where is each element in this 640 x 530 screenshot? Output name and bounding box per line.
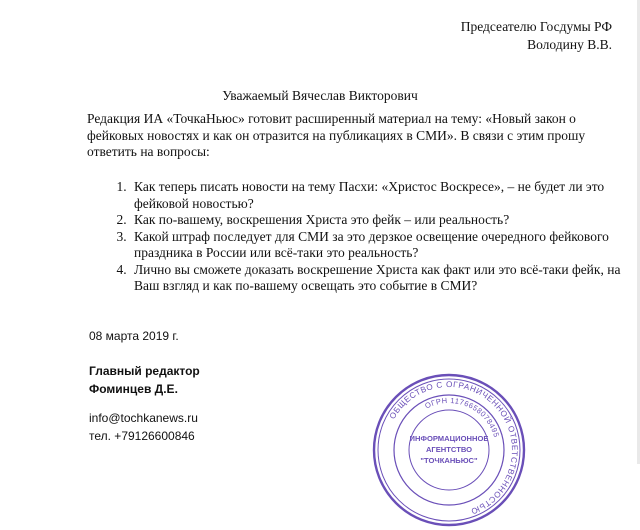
intro-paragraph: Редакция ИА «ТочкаНьюс» готовит расширенный материал на тему: «Новый закон о фейковых новостях и как он отразится на публикациях в СМИ». В связи с этим прошу ответить на вопросы: [87,111,586,159]
stamp-ogrn: ОГРН 1176658078495 [423,395,502,439]
addressee-block [461,18,612,54]
question-item: 1. Как теперь писать новости на тему Пасхи: «Христос Воскресе», – не будет ли это фейковой новостью? [130,179,630,212]
letter-date: 08 марта 2019 г. [89,329,179,343]
stamp-center-line1: ИНФОРМАЦИОННОЕ [409,434,489,443]
question-item: 3. Какой штраф последует для СМИ за это дерзкое освещение очередного фейкового праздника в России или всё-таки это реальность? [130,229,630,262]
company-stamp [369,370,529,530]
addressee-title: Предсеателю Госдумы РФ [460,19,612,34]
greeting: Уважаемый Вячеслав Викторович [222,88,418,103]
addressee-name: Володину В.В. [527,37,612,52]
questions-list [100,179,630,295]
contact-email: info@tochkanews.ru [89,411,198,425]
signer-position: Главный редактор [89,364,200,378]
signer-name: Фоминцев Д.Е. [89,382,178,396]
stamp-center-line3: "ТОЧКАНЬЮС" [420,456,478,465]
question-item: 4. Лично вы сможете доказать воскрешение Христа как факт или это всё-таки фейк, на Ваш взгляд и как по-вашему освещать это событие в СМИ? [130,262,630,295]
stamp-ring-text: ОБЩЕСТВО С ОГРАНИЧЕННОЙ ОТВЕТСТВЕННОСТЬЮ [387,379,520,516]
question-item: 2. Как по-вашему, воскрешения Христа это фейк – или реальность? [130,212,630,229]
contact-phone: тел. +79126600846 [89,429,195,443]
stamp-center-line2: АГЕНТСТВО [425,445,473,454]
